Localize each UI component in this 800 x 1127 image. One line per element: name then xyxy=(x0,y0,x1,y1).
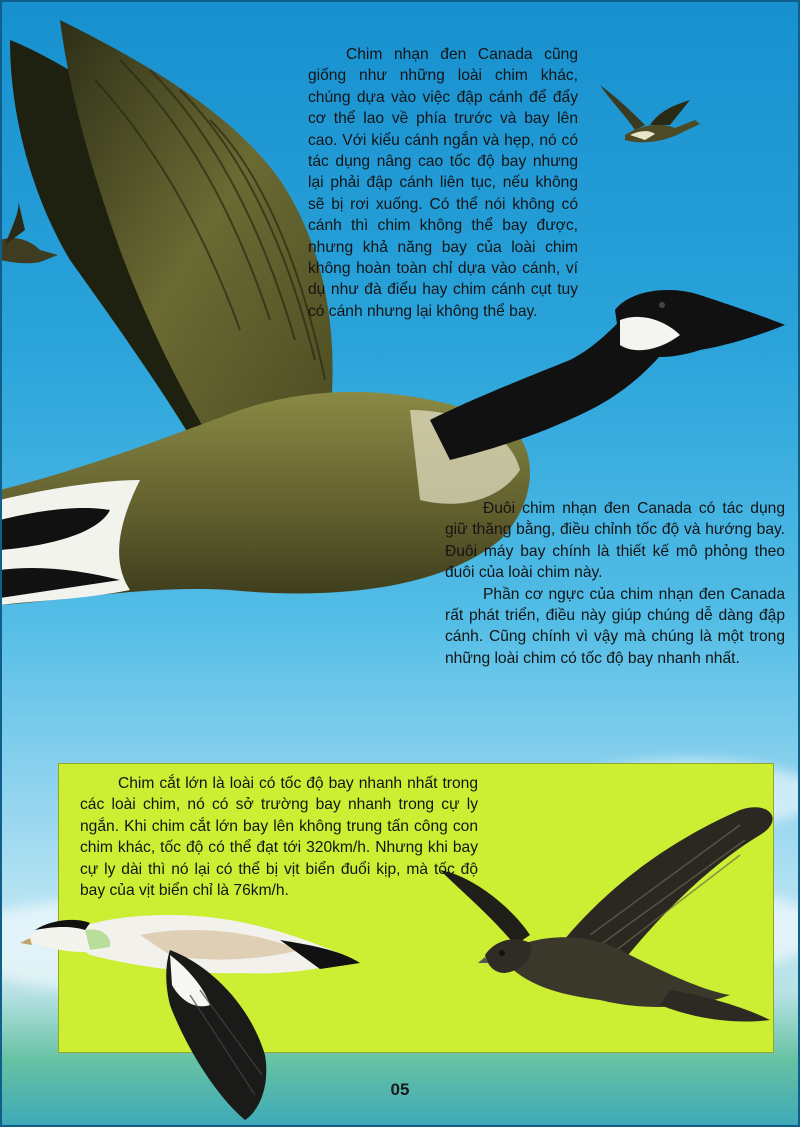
falcon-fact-text-block xyxy=(80,773,478,901)
chest-paragraph: Phần cơ ngực của chim nhạn đen Canada rất phát triển, điều này giúp chúng dễ dàng đập cánh. Cũng chính vì vậy mà chúng là một trong những loài chim có tốc độ bay nhanh nhất. xyxy=(445,585,785,667)
intro-paragraph: Chim nhạn đen Canada cũng giống như những loài chim khác, chúng dựa vào việc đập cánh để đẩy cơ thể lao về phía trước và bay lên cao. Với kiểu cánh ngắn và hẹp, nó có tác dụng nâng cao tốc độ bay nhưng lại phải đập cánh liên tục, nếu không sẽ bị rơi xuống. Có thể nói không có cánh thì chim không thể bay được, nhưng khả năng bay của loài chim không hoàn toàn chỉ dựa vào cánh, ví dụ như đà điểu hay chim cánh cụt tuy có cánh nhưng lại không thể bay. xyxy=(308,46,578,320)
falcon-lower-wing xyxy=(440,870,530,945)
falcon-fact-paragraph: Chim cắt lớn là loài có tốc độ bay nhanh nhất trong các loài chim, nó có sở trường bay nhanh trong cự ly ngắn. Khi chim cắt lớn bay lên không trung tấn công con chim khác, tốc độ có thể đạt tới 320km/h. Nhưng khi bay cự ly dài thì nó lại có thể bị vịt biển đuổi kịp, mà tốc độ bay của vịt biển chỉ là 76km/h. xyxy=(80,775,478,900)
page-number: 05 xyxy=(390,1080,410,1099)
small-goose-left-illustration xyxy=(0,200,70,270)
intro-text-block xyxy=(308,44,786,322)
tail-paragraph: Đuôi chim nhạn đen Canada có tác dụng giữ thăng bằng, điều chỉnh tốc độ và hướng bay. Đuôi máy bay chính là thiết kế mô phỏng theo đuôi của loài chim này. xyxy=(445,500,785,582)
tail-chest-text-block xyxy=(445,498,785,669)
falcon-illustration xyxy=(440,795,780,1035)
